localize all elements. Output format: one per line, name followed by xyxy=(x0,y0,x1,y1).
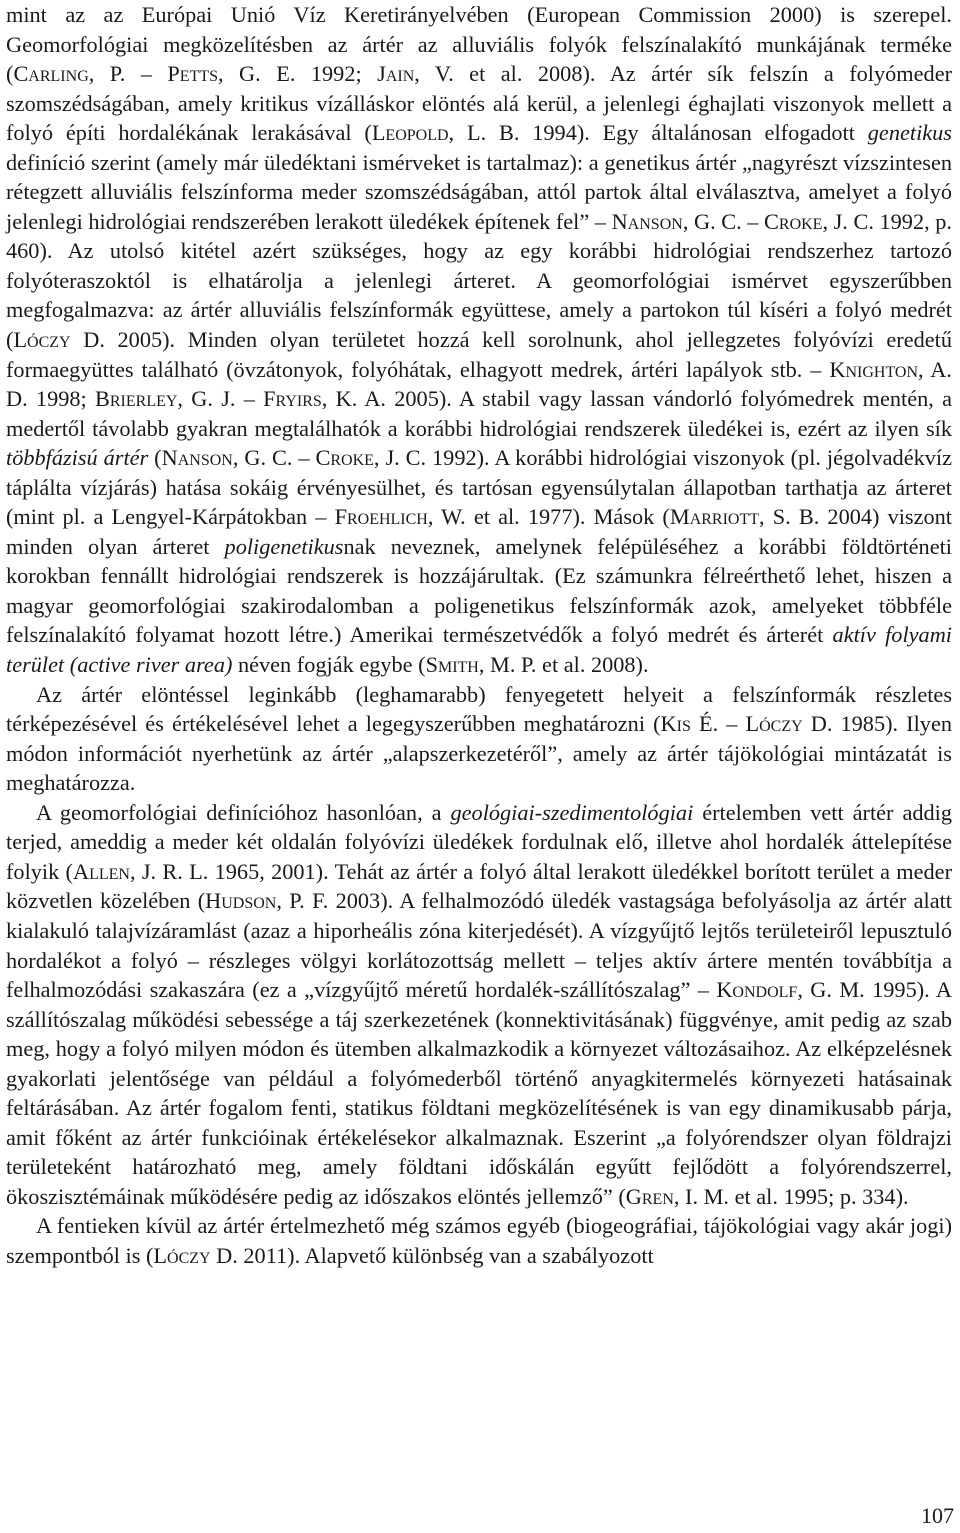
author-name: Kis xyxy=(660,711,691,737)
page-number: 107 xyxy=(921,1503,954,1528)
text-run: , J. C. 1992, p. 460). Az utolsó kitétel azért szükséges, hogy az egy korábbi hidrológiai rendszerhez tartozó folyóteraszoktól is elhatárolja a jelenlegi árteret. A geomorfológiai ismérvet egyszerűbben megfogalmazva: az ártér alluviális felszínformák együttese, amely a partokon túl kíséri a folyó medrét ( xyxy=(6,208,952,353)
author-name: Froehlich xyxy=(334,504,428,530)
author-name: Marriott xyxy=(669,504,760,530)
text-run: mint az az Európai Unió Víz Keretirányelvében (European Commission 2000) is szerepel. Geomorfológiai megközelítésben az ártér az alluviális folyók felszínalakító munkájának terméke ( xyxy=(6,2,952,87)
author-name: Nanson xyxy=(161,445,233,471)
text-run: , L. B. 1994). Egy általánosan elfogadott xyxy=(448,120,868,146)
text-run: értelemben vett ártér addig terjed, ameddig a meder két oldalán folyóvízi üledékek fordulnak elő, illetve ahol hordalék áttelepítése folyik ( xyxy=(6,799,952,884)
text-run: A geomorfológiai definícióhoz hasonlóan, a xyxy=(36,799,451,825)
italic-term: többfázisú ártér xyxy=(6,445,149,471)
body-paragraph xyxy=(6,798,952,1212)
body-paragraph xyxy=(6,0,952,680)
author-name: Fryirs xyxy=(263,386,322,412)
author-name: Gren xyxy=(625,1183,674,1209)
text-run: , W. et al. 1977). Mások ( xyxy=(427,504,670,530)
text-run: , J. C. 1992). A korábbi hidrológiai viszonyok (pl. jégolvadékvíz táplálta vízjárás) hatása sokáig érvényesülhet, és tartósan egyensúlytalan állapotban tarthatja az árteret (mint pl. a Lengyel-Kárpátokban – xyxy=(6,445,952,530)
author-name: Petts xyxy=(167,61,219,87)
author-name: Lóczy xyxy=(745,711,803,737)
text-run: nak neveznek, amelynek felépüléséhez a korábbi földtörténeti korokban fennállt hidrológiai rendszerek is hozzájárultak. (Ez számunkra félreérthető lehet, hiszen a magyar geomorfológiai szakirodalomban a poligenetikus felszínformák azok, amelyeket többféle felszínalakító folyamat hozott létre.) Amerikai természetvédők a folyó medrét és árterét xyxy=(6,533,952,648)
italic-term: poligenetikus xyxy=(224,533,344,559)
author-name: Knighton xyxy=(829,356,919,382)
text-run: néven fogják egybe ( xyxy=(232,652,426,678)
author-name: Lóczy xyxy=(13,327,71,353)
text-run: , G. M. 1995). A szállítószalag működési sebessége a táj szerkezetének (konnektivitásának) függvénye, amit pedig az szab meg, hogy a folyó milyen módon és ütemben alkalmazkodik a környezet változásaihoz. Az elképzelésnek gyakorlati jelentősége van például a folyómederből történő anyagkitermelés környezeti hatásainak feltárásában. Az ártér fogalom fenti, statikus földtani megközelítésének is van egy dinamikusabb párja, amit főként az ártér funkcióinak értékelésekor alkalmaznak. Eszerint „a folyórendszer olyan földrajzi területeként határozható meg, amely földtani időskálán egyűtt fejlődött a folyórendszerrel, ökoszisztémáinak működésére pedig az időszakos elöntés jellemző” ( xyxy=(6,977,952,1209)
text-run: D. 2011). Alapvető különbség van a szabályozott xyxy=(210,1242,654,1268)
author-name: Hudson xyxy=(205,888,277,914)
text-run: É. – xyxy=(690,711,746,737)
italic-term: genetikus xyxy=(867,120,952,146)
text-run: Az ártér elöntéssel leginkább (leghamarabb) fenyegetett helyeit a felszínformák részletes térképezésével és értékelésével lehet a legegyszerűbben meghatározni ( xyxy=(6,681,952,737)
text-run: D. 1985). Ilyen módon információt nyerhetünk az ártér „alapszerkezetéről”, amely az ártér tájökológiai mintázatát is meghatározza. xyxy=(6,711,952,796)
body-paragraph xyxy=(6,1211,952,1270)
italic-term: geológiai-szedimentológiai xyxy=(450,799,694,825)
author-name: Croke xyxy=(764,208,823,234)
text-run: , A. D. 1998; xyxy=(6,356,952,412)
author-name: Smith xyxy=(425,652,479,678)
author-name: Kondolf xyxy=(716,977,798,1003)
text-run: ( xyxy=(148,445,162,471)
text-run: A fentieken kívül az ártér értelmezhető még számos egyéb (biogeográfiai, tájökológiai vagy akár jogi) szempontból is ( xyxy=(6,1213,952,1268)
author-name: Carling xyxy=(13,61,89,87)
text-run: , V. et al. 2008). Az ártér sík felszín a folyómeder szomszédságában, amely kritikus vízálláskor elöntés alá kerül, a jelenlegi éghajlati viszonyok mellett a folyó építi hordalékának lerakásával ( xyxy=(6,61,953,146)
text-run: , I. M. et al. 1995; p. 334). xyxy=(673,1183,909,1209)
text-run: , G. C. – xyxy=(232,445,316,471)
text-run: , M. P. et al. 2008). xyxy=(478,652,649,678)
text-run: , K. A. 2005). A stabil vagy lassan vándorló folyómedrek mentén, a medertől távolabb gyakran megtalálhatók a korábbi hidrológiai rendszerek üledékei is, ezért az ilyen sík xyxy=(6,386,952,441)
author-name: Croke xyxy=(315,445,374,471)
text-run: , P. F. 2003). A felhalmozódó üledék vastagsága befolyásolja az ártér alatt kialakuló talajvízáramlást (azaz a hiporheális zóna kiterjedését). A vízgyűjtő lejtős területeiről lepusztuló hordalékot a folyó – részleges völgyi korlátozottság mellett – teljes aktív ártere mentén továbbítja a felhalmozódási szakaszára (ez a „vízgyűjtő méretű hordalék-szállítószalag” – xyxy=(6,888,952,1003)
text-run: , G. J. – xyxy=(177,386,264,412)
author-name: Allen xyxy=(72,858,130,884)
text-run: , G. C. – xyxy=(682,208,765,234)
author-name: Nanson xyxy=(611,208,683,234)
text-run: , J. R. L. 1965, 2001). Tehát az ártér a folyó által lerakott üledékkel borított terület a meder közvetlen közelében ( xyxy=(6,858,952,914)
author-name: Lóczy xyxy=(153,1242,211,1268)
author-name: Jain xyxy=(377,61,415,87)
page-body-text xyxy=(6,0,952,1271)
author-name: Brierley xyxy=(95,386,178,412)
italic-term: aktív folyami terület (active river area) xyxy=(6,622,952,678)
text-run: D. 2005). Minden olyan területet hozzá kell sorolnunk, ahol jellegzetes folyóvízi eredetű formaegyüttes található (övzátonyok, folyóhátak, elhagyott medrek, ártéri lapályok stb. – xyxy=(6,327,952,382)
author-name: Leopold xyxy=(371,120,449,146)
text-run: , G. E. 1992; xyxy=(218,61,378,87)
body-paragraph xyxy=(6,680,952,798)
text-run: , S. B. 2004) viszont minden olyan árteret xyxy=(6,504,952,559)
text-run: definíció szerint (amely már üledéktani ismérveket is tartalmaz): a genetikus ártér „nagyrészt vízszintesen rétegzett alluviális felszínforma meder szomszédságában, attól partok által elválasztva, amelyet a folyó jelenlegi hidrológiai rendszerében lerakott üledékek építenek fel” – xyxy=(6,149,952,234)
text-run: , P. – xyxy=(88,61,168,87)
